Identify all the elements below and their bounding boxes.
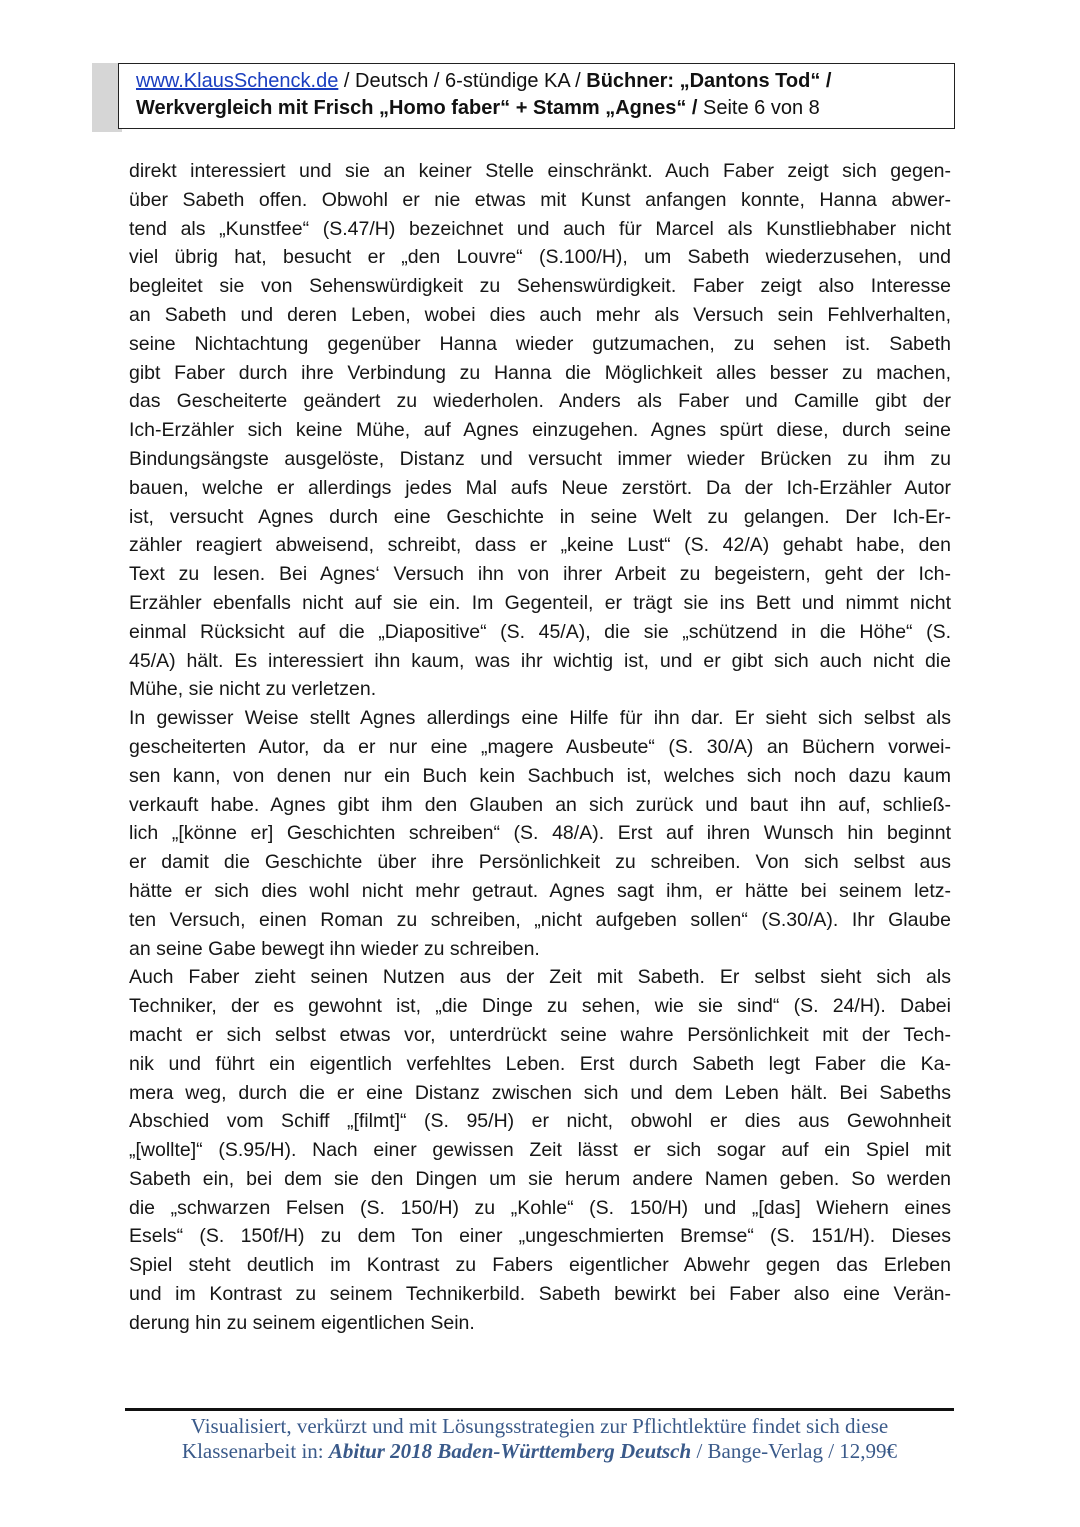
header-line-1: [136, 68, 954, 95]
body-line: 45/A) hält. Es interessiert ihn kaum, was ihr wichtig ist, und er gibt sich auch nicht die: [129, 649, 951, 672]
body-line: Ich-Erzähler sich keine Mühe, auf Agnes einzugehen. Agnes spürt diese, durch seine: [129, 419, 951, 442]
body-line: direkt interessiert und sie an keiner Stelle einschränkt. Auch Faber zeigt sich gegen-: [129, 160, 951, 182]
footer-suffix: / Bange-Verlag / 12,99€: [691, 1439, 898, 1463]
body-line: nik und führt ein eigentlich verfehltes Leben. Erst durch Sabeth legt Faber die Ka-: [129, 1052, 951, 1075]
body-line: Auch Faber zieht seinen Nutzen aus der Zeit mit Sabeth. Er selbst sieht sich als: [129, 966, 951, 989]
body-line: über Sabeth offen. Obwohl er nie etwas mit Kunst anfangen konnte, Hanna abwer-: [129, 188, 951, 211]
body-line: er damit die Geschichte über ihre Persönlichkeit zu schreiben. Von sich selbst aus: [129, 851, 951, 874]
body-line: hätte er sich dies wohl nicht mehr getraut. Agnes sagt ihm, er hätte bei seinem letz-: [129, 879, 951, 902]
body-line: gibt Faber durch ihre Verbindung zu Hanna die Möglichkeit alles besser zu machen,: [129, 361, 951, 384]
body-line: bauen, welche er allerdings jedes Mal aufs Neue zerstört. Da der Ich-Erzähler Autor: [129, 476, 951, 499]
footer-book-title: Abitur 2018 Baden-Württemberg Deutsch: [328, 1439, 692, 1463]
footer-prefix: Klassenarbeit in:: [181, 1439, 329, 1463]
body-line: verkauft habe. Agnes gibt ihm den Glauben an sich zurück und baut ihn auf, schließ-: [129, 793, 951, 816]
page-number: Seite 6 von 8: [697, 97, 820, 119]
footer-divider: [125, 1408, 954, 1411]
body-line: viel übrig hat, besucht er „den Louvre“ (S.100/H), um Sabeth wiederzusehen, und: [129, 246, 951, 269]
body-line: macht er sich selbst etwas vor, unterdrückt seine wahre Persönlichkeit mit der Tech-: [129, 1023, 951, 1046]
site-link[interactable]: www.KlausSchenck.de: [136, 70, 339, 92]
body-line: sen kann, von denen nur ein Buch kein Sachbuch ist, welches sich noch dazu kaum: [129, 764, 951, 787]
body-line: die „schwarzen Felsen (S. 150/H) zu „Kohle“ (S. 150/H) und „[das] Wiehern eines: [129, 1196, 951, 1219]
body-line: Sabeth ein, bei dem sie den Dingen um sie herum andere Namen geben. So werden: [129, 1167, 951, 1190]
body-line: das Gescheiterte geändert zu wiederholen. Anders als Faber und Camille gibt der: [129, 390, 951, 413]
body-line: an Sabeth und deren Leben, wobei dies auch mehr als Versuch sein Fehlverhalten,: [129, 303, 951, 326]
header-course-info: / Deutsch / 6-stündige KA /: [338, 70, 587, 92]
body-line: begleitet sie von Sehenswürdigkeit zu Sehenswürdigkeit. Faber zeigt also Interesse: [129, 275, 951, 298]
header-line-2: [136, 95, 954, 122]
body-line: Erzähler ebenfalls nicht auf sie ein. Im Gegenteil, er trägt sie ins Bett und nimmt nicht: [129, 591, 951, 614]
body-line: Techniker, der es gewohnt ist, „die Dinge zu sehen, wie sie sind“ (S. 24/H). Dabei: [129, 995, 951, 1018]
body-line: derung hin zu seinem eigentlichen Sein.: [129, 1311, 475, 1334]
body-line: Abschied vom Schiff „[filmt]“ (S. 95/H) er nicht, obwohl er dies aus Gewohnheit: [129, 1110, 951, 1133]
body-line: Spiel steht deutlich im Kontrast zu Fabers eigentlicher Abwehr gegen das Erleben: [129, 1254, 951, 1277]
header-title-part-2: Werkvergleich mit Frisch „Homo faber“ + Stamm „Agnes“ /: [136, 97, 698, 119]
body-line: zähler reagiert abweisend, schreibt, dass er „keine Lust“ (S. 42/A) gehabt habe, den: [129, 534, 951, 557]
body-line: tend als „Kunstfee“ (S.47/H) bezeichnet und auch für Marcel als Kunstliebhaber nicht: [129, 217, 951, 240]
body-text: [129, 157, 951, 1338]
body-line: mera weg, durch die er eine Distanz zwischen sich und dem Leben hält. Bei Sabeths: [129, 1081, 951, 1104]
footer-line-1: Visualisiert, verkürzt und mit Lösungsstrategien zur Pflichtlektüre findet sich diese: [190, 1414, 889, 1438]
body-line: Mühe, sie nicht zu verletzen.: [129, 678, 377, 701]
body-line: Esels“ (S. 150f/H) zu dem Ton einer „ungeschmierten Bremse“ (S. 151/H). Dieses: [129, 1225, 951, 1248]
footer-note: [125, 1414, 954, 1464]
header-title-part-1: Büchner: „Dantons Tod“ /: [586, 70, 832, 92]
body-line: an seine Gabe bewegt ihn wieder zu schreiben.: [129, 937, 540, 960]
footer-line-2: [125, 1439, 954, 1464]
body-line: einmal Rücksicht auf die „Diapositive“ (S. 45/A), die sie „schützend in die Höhe“ (S.: [129, 620, 951, 643]
body-line: ist, versucht Agnes durch eine Geschichte in seine Welt zu gelangen. Der Ich-Er-: [129, 505, 951, 528]
body-line: In gewisser Weise stellt Agnes allerdings eine Hilfe für ihn dar. Er sieht sich selbst als: [129, 707, 951, 730]
body-line: „[wollte]“ (S.95/H). Nach einer gewissen Zeit lässt er sich sogar auf ein Spiel mit: [129, 1139, 951, 1162]
page-header: [118, 63, 955, 129]
body-line: Bindungsängste ausgelöste, Distanz und versucht immer wieder Brücken zu ihm zu: [129, 447, 951, 470]
body-line: gescheiterten Autor, da er nur eine „magere Ausbeute“ (S. 30/A) an Büchern vorwei-: [129, 735, 951, 758]
body-line: lich „[könne er] Geschichten schreiben“ (S. 48/A). Erst auf ihren Wunsch hin beginnt: [129, 822, 951, 845]
body-line: ten Versuch, einen Roman zu schreiben, „nicht aufgeben sollen“ (S.30/A). Ihr Glaube: [129, 908, 951, 931]
body-line: seine Nichtachtung gegenüber Hanna wieder gutzumachen, zu sehen ist. Sabeth: [129, 332, 951, 355]
body-line: und im Kontrast zu seinem Technikerbild. Sabeth bewirkt bei Faber also eine Verän-: [129, 1283, 951, 1306]
body-line: Text zu lesen. Bei Agnes‘ Versuch ihn von ihrer Arbeit zu begeistern, geht der Ich-: [129, 563, 951, 586]
